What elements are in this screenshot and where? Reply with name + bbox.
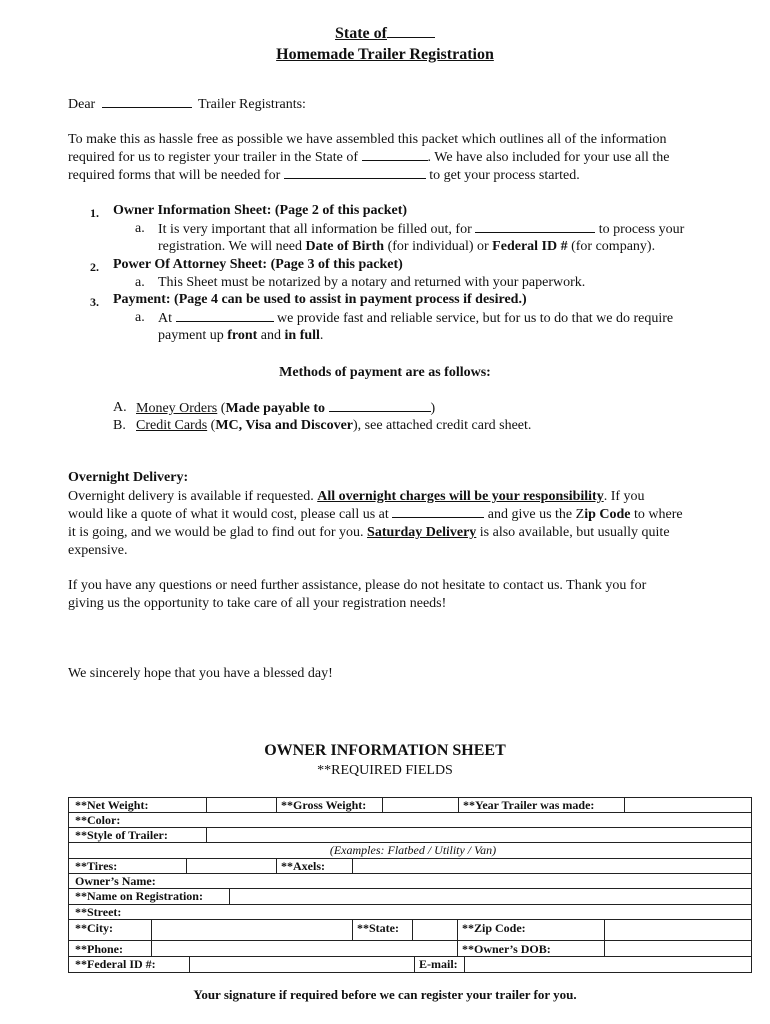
intro-line-2-end: . We have also included for your use all the [427,150,670,165]
email-field[interactable] [464,957,751,972]
list-number-1: 1. [90,206,99,220]
table-row [68,888,752,905]
salutation [68,96,306,113]
dob-emphasis: Date of Birth [305,239,385,254]
list-item-3a-line-2 [158,328,323,344]
zip-code-label: **Zip Code: [457,920,604,940]
owners-dob-label: **Owner’s DOB: [457,941,604,956]
table-row [68,858,752,874]
salutation-blank [102,96,192,108]
table-row [68,842,752,859]
overnight-heading: Overnight Delivery: [68,470,189,485]
questions-line-2: giving us the opportunity to take care of all your registration needs! [68,596,447,611]
process-blank [475,221,595,233]
email-label: E-mail: [414,957,464,972]
zip-code-field[interactable] [604,920,751,940]
style-examples: (Examples: Flatbed / Utility / Van) [329,843,497,857]
payment-a-open: ( [220,401,226,416]
axels-label: **Axels: [276,859,352,873]
style-field[interactable] [206,828,751,842]
year-made-label: **Year Trailer was made: [458,798,624,812]
intro-line-2-text: required for us to register your trailer in the State of [68,150,359,165]
list-item-2-title: Power Of Attorney Sheet: (Page 3 of this packet) [113,257,403,272]
list-number-3: 3. [90,295,99,309]
payable-to-blank [329,400,431,412]
overnight-line-1 [68,488,728,506]
phone-field[interactable] [151,941,457,956]
list-item-3a-line-1 [158,310,673,327]
net-weight-field[interactable] [206,798,276,812]
questions-line-1: If you have any questions or need further assistance, please do not hesitate to contact us. Thank you for [68,578,647,593]
state-blank-2 [362,149,428,161]
payment-up-text: payment up [158,328,224,343]
list-number-2: 2. [90,260,99,274]
state-field[interactable] [412,920,457,940]
saturday-delivery-emphasis: Saturday Delivery [367,525,477,540]
payment-b-close: ), see attached credit card sheet. [353,418,532,433]
owner-info-table [68,797,752,974]
find-out-text: it is going, and we would be glad to find out for you. [68,525,364,540]
period-text: . [319,328,324,343]
money-orders-label: Money Orders [136,401,218,416]
registrants-label: Trailer Registrants: [197,97,306,112]
federal-id-label: **Federal ID #: [75,957,156,971]
intro-line-1: To make this as hassle free as possible we have assembled this packet which outlines all of the information [68,132,667,147]
forms-blank [284,167,426,179]
list-item-3-title: Payment: (Page 4 can be used to assist in payment process if desired.) [113,292,527,307]
city-label: **City: [75,921,113,935]
responsibility-emphasis: All overnight charges will be your responsibility [317,489,604,504]
axels-field[interactable] [352,859,751,873]
phone-blank [392,506,484,518]
list-item-2a-letter: a. [135,275,145,290]
list-item-1a-text-end: to process your [598,222,685,237]
reg-text: registration. We will need [158,239,303,254]
payment-a-close: ) [430,401,436,416]
tires-label: **Tires: [75,859,118,873]
street-label[interactable]: **Street: [75,905,122,919]
table-row [68,956,752,973]
table-row [68,827,752,843]
intro-paragraph [68,131,728,185]
payment-a-letter: A. [113,400,127,415]
payment-b-line [136,418,531,434]
year-made-field[interactable] [624,798,751,812]
closing-line: We sincerely hope that you have a blessed day! [68,666,333,681]
overnight-line-3-end: is also available, but usually quite [479,525,670,540]
signature-note: Your signature if required before we can register your trailer for you. [193,987,577,1002]
style-label: **Style of Trailer: [75,828,168,842]
list-item-1a-letter: a. [135,221,145,236]
owner-sheet-title: OWNER INFORMATION SHEET [264,742,506,759]
table-row [68,904,752,920]
payment-a-line [136,400,435,417]
intro-line-2 [68,149,728,167]
at-text: At [158,311,172,326]
state-of-label: State of [335,25,387,42]
overnight-line-4: expensive. [68,543,128,558]
questions-paragraph [68,577,728,613]
table-row [68,873,752,889]
overnight-line-2 [68,506,728,524]
state-label: **State: [352,920,412,940]
list-item-1a-text: It is very important that all information be filled out, for [158,222,472,237]
zip-code-emphasis: ip Code [584,507,631,522]
payment-methods-heading: Methods of payment are as follows: [279,365,491,380]
document-title: Homemade Trailer Registration [276,46,494,63]
gross-weight-label: **Gross Weight: [276,798,382,812]
card-types-emphasis: MC, Visa and Discover [215,418,353,433]
federal-id-emphasis: Federal ID # [492,239,568,254]
list-item-2a-text: This Sheet must be notarized by a notary and returned with your paperwork. [158,275,586,290]
individual-text: (for individual) or [387,239,489,254]
name-on-registration-label: **Name on Registration: [75,889,203,903]
and-text: and [260,328,282,343]
table-row [68,812,752,828]
table-row [68,919,752,941]
overnight-line-2-end: to where [633,507,683,522]
list-item-1a-line-2 [158,239,655,255]
table-row [68,940,752,957]
zip-prefix-text: and give us the Z [487,507,585,522]
state-of-heading [0,25,770,43]
federal-id-field[interactable] [189,957,414,972]
intro-line-3-text: required forms that will be needed for [68,168,281,183]
company-name-blank [176,310,274,322]
overnight-line-3 [68,524,728,542]
phone-label: **Phone: [75,942,123,956]
required-fields-note: **REQUIRED FIELDS [317,763,453,778]
quote-text: would like a quote of what it would cost, please call us at [68,507,389,522]
intro-line-3-end: to get your process started. [429,168,580,183]
payment-b-open: ( [210,418,216,433]
overnight-line-1-end: . If you [603,489,645,504]
service-text: we provide fast and reliable service, but for us to do that we do require [277,311,674,326]
overnight-available-text: Overnight delivery is available if requested. [68,489,314,504]
payment-b-letter: B. [113,418,126,433]
front-emphasis: front [227,328,258,343]
list-item-1a-line-1 [158,221,684,238]
city-field[interactable] [151,920,352,940]
credit-cards-label: Credit Cards [136,418,208,433]
in-full-emphasis: in full [284,328,320,343]
net-weight-label: **Net Weight: [75,798,149,812]
company-text: (for company). [571,239,656,254]
dear-label: Dear [68,97,96,112]
made-payable-emphasis: Made payable to [225,401,325,416]
intro-line-3 [68,167,728,185]
gross-weight-field[interactable] [382,798,458,812]
state-blank [387,26,435,38]
owners-dob-field[interactable] [604,941,751,956]
owners-name-label[interactable]: Owner’s Name: [75,874,156,888]
name-on-registration-field[interactable] [229,889,751,904]
color-label[interactable]: **Color: [75,813,121,827]
tires-field[interactable] [186,859,276,873]
list-item-1-title: Owner Information Sheet: (Page 2 of this packet) [113,203,408,218]
table-row [68,797,752,813]
list-item-3a-letter: a. [135,310,145,325]
overnight-paragraph [68,488,728,560]
